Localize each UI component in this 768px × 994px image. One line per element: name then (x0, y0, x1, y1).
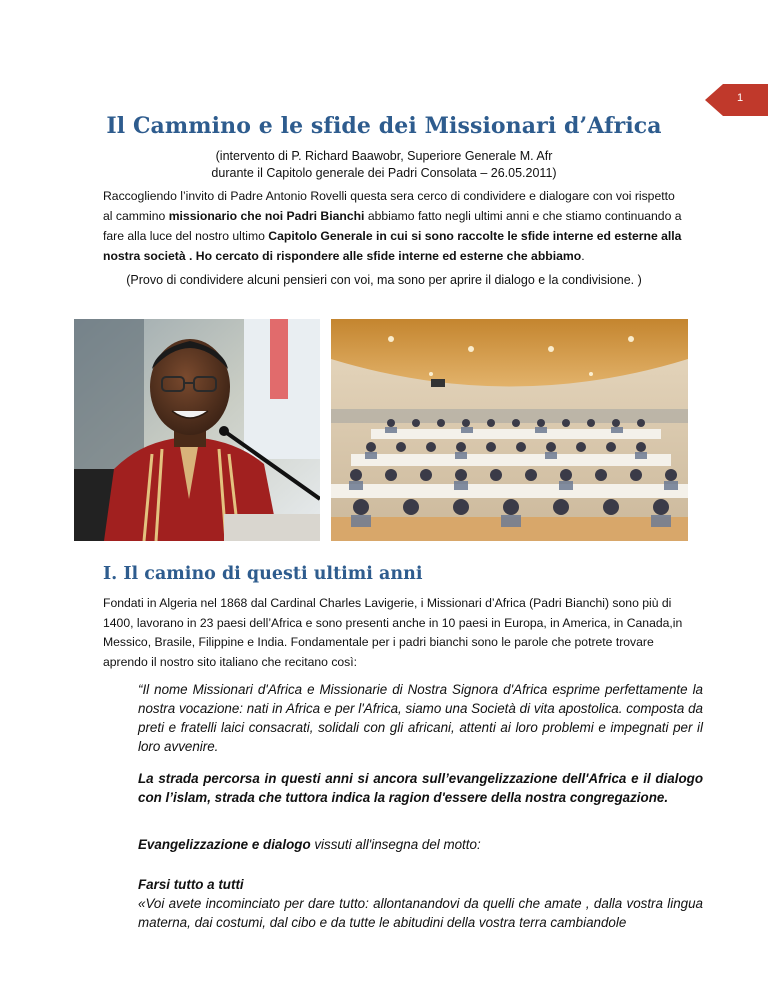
subtitle-line-1: (intervento di P. Richard Baawobr, Superiore Generale M. Afr (215, 149, 553, 163)
motto: Farsi tutto a tutti (138, 877, 244, 892)
quote-paragraph-2: La strada percorsa in questi anni si ancora sull’evangelizzazione dell'Africa e il dialogo con l’islam, strada che tuttora indica la ragion d'essere della nostra congregazione. (138, 771, 703, 805)
intro-text-2: abbiamo fatto negli ultimi anni e che stiamo continuando a fare alla luce del nostro ultimo (103, 209, 682, 243)
quote-3-bold: Evangelizzazione e dialogo (138, 837, 311, 852)
page-number-tab (705, 84, 768, 116)
intro-bold-1: missionario che noi Padri Bianchi (168, 209, 365, 223)
conference-room-photo (331, 319, 688, 541)
quote-3-rest: vissuti all'insegna del motto: (310, 837, 481, 852)
intro-bold-2: Capitolo Generale in cui si sono raccolte le sfide interne ed esterne alla nostra società . Ho cercato di rispondere alle sfide interne ed esterne che abbiamo (103, 229, 682, 263)
quote-paragraph-5: «Voi avete incominciato per dare tutto: allontanandovi da quelli che amate , dalla vostra lingua materna, dai costumi, dal cibo e da tutte le abitudini della vostra terra cambiandole (138, 896, 703, 930)
quote-paragraph-3 (138, 835, 703, 854)
section-body-paragraph: Fondati in Algeria nel 1868 dal Cardinal Charles Lavigerie, i Missionari d’Africa (Padri Bianchi) sono più di 1400, lavorano in 23 paesi dell’Africa e sono presenti anche in 10 paesi in Europa, in America, in Canada,in Messico, Brasile, Filippine e India. Fondamentale per i padri bianchi sono le parole che potrete trovare aprendo il nostro sito italiano che recitano così: (103, 596, 683, 669)
document-title: Il Cammino e le sfide dei Missionari d’Africa (106, 113, 662, 139)
intro-text-1: Raccogliendo l’invito di Padre Antonio Rovelli questa sera cerco di condividere e dialogare con voi rispetto al cammino (103, 189, 675, 223)
speaker-photo (74, 319, 320, 541)
subtitle-line-2: durante il Capitolo generale dei Padri Consolata – 26.05.2011) (211, 166, 557, 180)
intro-note: (Provo di condividere alcuni pensieri con voi, ma sono per aprire il dialogo e la condivisione. ) (126, 273, 642, 287)
section-heading: I. Il camino di questi ultimi anni (103, 564, 423, 584)
page-number: 1 (736, 92, 744, 104)
intro-text-3: . (581, 249, 585, 263)
intro-paragraph (103, 186, 683, 266)
quote-paragraph-1: “Il nome Missionari d'Africa e Missionarie di Nostra Signora d'Africa esprime perfettamente la nostra vocazione: nati in Africa e per l'Africa, siamo una Società di vita apostolica. composta da preti e fratelli laici consacrati, solidali con gli africani, attenti ai loro problemi e impegnati per il loro avvenire. (138, 682, 703, 754)
